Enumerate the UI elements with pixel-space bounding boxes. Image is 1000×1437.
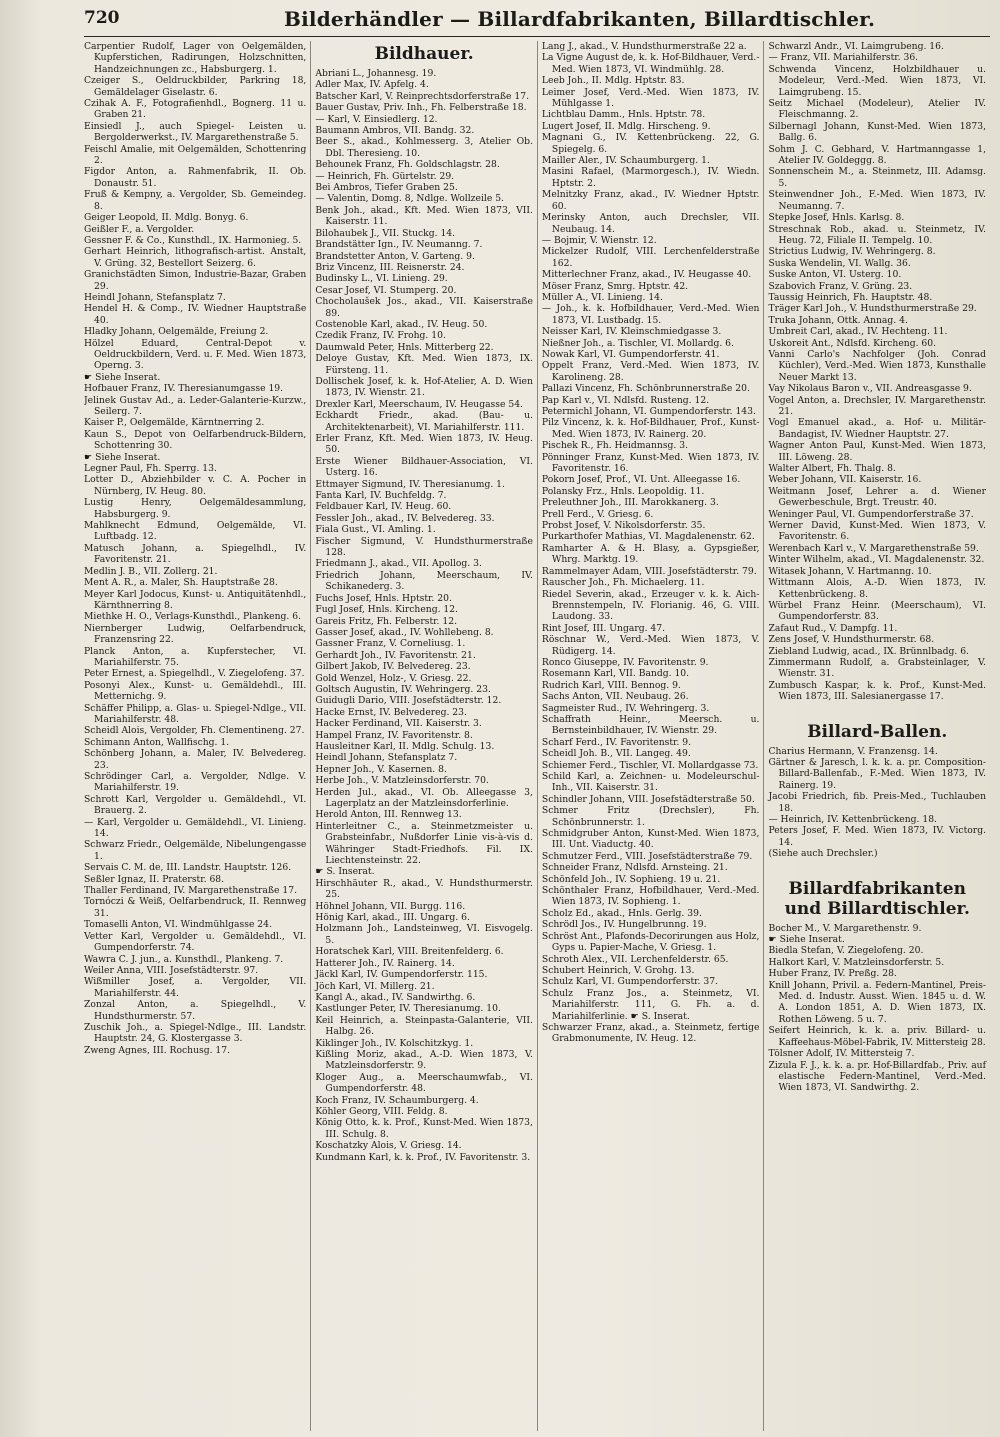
directory-entry: Purkarthofer Mathias, VI. Magdalenenstr. 62. — [541, 531, 755, 543]
directory-entry: Walter Albert, Fh. Thalg. 8. — [768, 463, 896, 475]
directory-entry: ☛ Siehe Inserat. — [84, 451, 161, 463]
directory-entry: Kaun S., Depot von Oelfarbendruck-Bildern, Schottenring 30. — [84, 428, 307, 452]
directory-entry: Weiler Anna, VIII. Josefstädterstr. 97. — [84, 964, 259, 976]
directory-entry: Rauscher Joh., Fh. Michaelerg. 11. — [541, 577, 705, 589]
directory-entry: Geiger Leopold, II. Mdlg. Bonyg. 6. — [84, 212, 249, 224]
directory-entry: Lustig Henry, Oelgemäldesammlung, Habsburgerg. 9. — [84, 497, 307, 520]
directory-entry: Taussig Heinrich, Fh. Hauptstr. 48. — [768, 291, 933, 303]
directory-entry: Czeiger S., Oeldruckbilder, Parkring 18, Gemäldelager Giselastr. 6. — [84, 75, 307, 98]
directory-entry: König Otto, k. k. Prof., Kunst-Med. Wien 1873, III. Schulg. 8. — [315, 1117, 533, 1140]
directory-entry: Rammelmayer Adam, VIII. Josefstädterstr. 79. — [541, 565, 757, 577]
directory-entry: Möser Franz, Smrg. Hptstr. 42. — [541, 280, 689, 292]
directory-entry: — Heinrich, IV. Kettenbrückeng. 18. — [768, 814, 937, 825]
directory-entry: Zizula F. J., k. k. a. pr. Hof-Billardfab., Priv. auf elastische Federn-Mantinel, Verd.-Med. Wien 1873, VI. Sandwirthg. 2. — [768, 1059, 986, 1094]
directory-entry: Leeb Joh., II. Mdlg. Hptstr. 83. — [541, 75, 685, 87]
directory-entry: Oppelt Franz, Verd.-Med. Wien 1873, IV. Karolineng. 28. — [541, 360, 760, 383]
directory-entry: Batscher Karl, V. Reinprechtsdorferstraße 17. — [315, 90, 529, 102]
directory-entry: Zweng Agnes, III. Rochusg. 17. — [84, 1044, 231, 1056]
directory-entry: Köhler Georg, VIII. Feldg. 8. — [315, 1105, 448, 1117]
directory-entry: Hepner Joh., V. Kasernen. 8. — [315, 763, 447, 775]
directory-entry: Zens Josef, V. Hundsthurmerstr. 68. — [768, 634, 935, 646]
directory-entry: ☛ S. Inserat. — [315, 866, 375, 878]
directory-entry: Melnitzky Franz, akad., IV. Wiedner Hptstr. 60. — [541, 189, 760, 212]
directory-entry: Sohm J. C. Gebhard, V. Hartmanngasse 1, Atelier IV. Goldeggg. 8. — [768, 143, 986, 167]
directory-entry: Halkort Karl, V. Matzleinsdorferstr. 5. — [768, 956, 945, 968]
directory-entry: Lang J., akad., V. Hundsthurmerstraße 22 a. — [541, 41, 747, 52]
directory-entry: Bilohaubek J., VII. Stuckg. 14. — [315, 227, 456, 239]
directory-entry: Gassner Franz, V. Corneliusg. 1. — [315, 638, 466, 650]
directory-entry: — Valentin, Domg. 8, Ndlge. Wollzeile 5. — [315, 193, 504, 205]
directory-entry: Gessner F. & Co., Kunsthdl., IX. Harmonieg. 5. — [84, 234, 302, 246]
directory-entry: Hacker Ferdinand, VII. Kaiserstr. 3. — [315, 718, 482, 730]
directory-entry: Brandstetter Anton, V. Garteng. 9. — [315, 250, 475, 262]
directory-entry: Jacobi Friedrich, fib. Preis-Med., Tuchlauben 18. — [768, 791, 986, 814]
directory-entry: Schrott Karl, Vergolder u. Gemäldehdl., VI. Brauerg. 2. — [84, 793, 307, 817]
directory-entry: Holzmann Joh., Landsteinweg, VI. Eisvogelg. 5. — [315, 923, 533, 946]
directory-entry: Schönfeld Joh., IV. Sophieng. 19 u. 21. — [541, 873, 721, 885]
directory-entry: Sonnenschein M., a. Steinmetz, III. Adamsg. 5. — [768, 166, 986, 189]
directory-entry: Hölzel Eduard, Central-Depot v. Oeldruckbildern, Verd. u. F. Med. Wien 1873, Operng. 3. — [84, 337, 307, 372]
directory-entry: Riedel Severin, akad., Erzeuger v. k. k. Aich-Brennstempeln, IV. Florianig. 46, G. VIII. Laudong. 33. — [541, 588, 760, 623]
directory-entry: (Siehe auch Drechsler.) — [768, 848, 878, 860]
directory-entry: Fessler Joh., akad., IV. Belvedereg. 33. — [315, 512, 495, 524]
directory-entry: Prell Ferd., V. Griesg. 6. — [541, 508, 654, 520]
directory-entry: Koschatzky Alois, V. Griesg. 14. — [315, 1140, 462, 1152]
directory-entry: Bocher M., V. Margarethenstr. 9. — [768, 922, 922, 934]
directory-entry: Kastlunger Peter, IV. Theresianumg. 10. — [315, 1003, 501, 1015]
directory-entry: Dollischek Josef, k. k. Hof-Atelier, A. D. Wien 1873, IV. Wienstr. 21. — [315, 375, 533, 399]
directory-entry: Wittmann Alois, A.-D. Wien 1873, IV. Kettenbrückeng. 8. — [768, 577, 986, 600]
directory-entry: Drexler Karl, Meerschaum, IV. Heugasse 54. — [315, 398, 523, 410]
directory-entry: Daumwald Peter, Hnls. Mitterberg 22. — [315, 341, 494, 353]
directory-entry: Herold Anton, III. Rennweg 13. — [315, 809, 462, 821]
directory-entry: Figdor Anton, a. Rahmenfabrik, II. Ob. Donaustr. 51. — [84, 166, 307, 189]
directory-entry: Huber Franz, IV. Preßg. 28. — [768, 968, 897, 980]
directory-entry: Müller A., VI. Linieng. 14. — [541, 291, 663, 303]
directory-entry: Schäffer Philipp, a. Glas- u. Spiegel-Ndlge., VII. Mariahilferstr. 48. — [84, 702, 307, 725]
directory-entry: Schwarzl Andr., VI. Laimgrubeng. 16. — [768, 41, 944, 52]
directory-entry: Schiemer Ferd., Tischler, VI. Mollardgasse 73. — [541, 759, 759, 771]
directory-entry: Zafaut Rud., V. Dampfg. 11. — [768, 622, 898, 634]
directory-entry: Uskoreit Ant., Ndlsfd. Kircheng. 60. — [768, 337, 937, 349]
directory-entry: Mahlknecht Edmund, Oelgemälde, VI. Luftbadg. 12. — [84, 520, 307, 543]
directory-entry: Jäckl Karl, IV. Gumpendorferstr. 115. — [315, 969, 488, 981]
directory-entry: Kundmann Karl, k. k. Prof., IV. Favoritenstr. 3. — [315, 1151, 531, 1163]
directory-entry: — Bojmir, V. Wienstr. 12. — [541, 234, 657, 246]
directory-entry: Granichstädten Simon, Industrie-Bazar, Graben 29. — [84, 269, 307, 292]
directory-entry: Seßler Ignaz, II. Praterstr. 68. — [84, 873, 225, 885]
directory-entry: Lugert Josef, II. Mdlg. Hirscheng. 9. — [541, 120, 711, 132]
directory-entry: Costenoble Karl, akad., IV. Heug. 50. — [315, 318, 488, 330]
directory-entry: Scheidl Joh. B., VII. Langeg. 49. — [541, 748, 691, 760]
directory-entry: Weitmann Josef, Lehrer a. d. Wiener Gewerbeschule, Brgt. Treustr. 40. — [768, 485, 986, 509]
directory-entry: Erste Wiener Bildhauer-Association, VI. Usterg. 16. — [315, 455, 533, 479]
directory-entry: Szabovich Franz, V. Grüng. 23. — [768, 280, 913, 292]
directory-entry: Probst Josef, V. Nikolsdorferstr. 35. — [541, 520, 706, 532]
directory-entry: Vetter Karl, Vergolder u. Gemäldehdl., VI. Gumpendorferstr. 74. — [84, 930, 307, 954]
directory-entry: Carpentier Rudolf, Lager von Oelgemälden, Kupferstichen, Radirungen, Holzschnitten, Handzeichnungen zc., Habsburgerg. 1. — [84, 41, 307, 75]
directory-entry: Keil Heinrich, a. Steinpasta-Galanterie, VII. Halbg. 26. — [315, 1014, 533, 1038]
directory-entry: Scharf Ferd., IV. Favoritenstr. 9. — [541, 736, 692, 748]
directory-entry: Schwarz Friedr., Oelgemälde, Nibelungengasse 1. — [84, 839, 307, 862]
directory-entry: Tomaselli Anton, VI. Windmühlgasse 24. — [84, 919, 272, 931]
directory-entry: Medlin J. B., VII. Zollerg. 21. — [84, 565, 218, 577]
directory-entry: Legner Paul, Fh. Sperrg. 13. — [84, 463, 217, 475]
directory-entry: Herbe Joh., V. Matzleinsdorferstr. 70. — [315, 775, 489, 787]
directory-entry: Sagmeister Rud., IV. Wehringerg. 3. — [541, 702, 710, 714]
directory-entry: Vay Nikolaus Baron v., VII. Andreasgasse 9. — [768, 383, 972, 395]
directory-entry: Hladky Johann, Oelgemälde, Freiung 2. — [84, 326, 269, 338]
directory-entry: Steinwendner Joh., F.-Med. Wien 1873, IV. Neumanng. 7. — [768, 189, 986, 212]
directory-entry: Adler Max, IV. Apfelg. 4. — [315, 79, 429, 91]
directory-entry: Brandstätter Ign., IV. Neumanng. 7. — [315, 239, 483, 251]
directory-entry: Ment A. R., a. Maler, Sh. Hauptstraße 28. — [84, 577, 278, 589]
directory-entry: Schild Karl, a. Zeichnen- u. Modeleurschul-Inh., VII. Kaiserstr. 31. — [541, 771, 760, 794]
directory-entry: Sachs Anton, VII. Neubaug. 26. — [541, 691, 689, 703]
directory-entry: La Vigne August de, k. k. Hof-Bildhauer, Verd.-Med. Wien 1873, VI. Windmühlg. 28. — [541, 52, 760, 75]
page-title: Bilderhändler — Billardfabrikanten, Billardtischler. — [284, 7, 876, 31]
directory-entry: Baumann Ambros, VII. Bandg. 32. — [315, 125, 475, 137]
directory-entry: Schulz Karl, VI. Gumpendorferstr. 37. — [541, 976, 718, 988]
directory-entry: Thaller Ferdinand, IV. Margarethenstraße 17. — [84, 885, 298, 897]
section-heading-billard-ballen: Billard-Ballen. — [807, 721, 948, 742]
directory-entry: Ronco Giuseppe, IV. Favoritenstr. 9. — [541, 656, 709, 668]
directory-entry: Neisser Karl, IV. Kleinschmiedgasse 3. — [541, 326, 722, 338]
directory-entry: Suska Wendelin, VI. Wallg. 36. — [768, 257, 911, 269]
directory-entry: Pokorn Josef, Prof., VI. Unt. Alleegasse 16. — [541, 474, 741, 486]
directory-entry: Horatschek Karl, VIII. Breitenfelderg. 6. — [315, 946, 504, 958]
directory-entry: Czihak A. F., Fotografienhdl., Bognerg. 11 u. Graben 21. — [84, 98, 307, 121]
billard-ballen-list — [768, 746, 986, 860]
directory-entry: Heindl Johann, Stefansplatz 7. — [315, 752, 458, 764]
directory-entry: Guidugli Dario, VIII. Josefstädterstr. 12. — [315, 695, 502, 707]
directory-entry: — Joh., k. k. Hofbildhauer, Verd.-Med. Wien 1873, VI. Lustbadg. 15. — [541, 303, 760, 326]
directory-entry: Hönig Karl, akad., III. Ungarg. 6. — [315, 912, 470, 924]
directory-entry: Herden Jul., akad., VI. Ob. Alleegasse 3, Lagerplatz an der Matzleinsdorferlinie. — [315, 786, 533, 809]
directory-entry: Rosemann Karl, VII. Bandg. 10. — [541, 668, 690, 680]
directory-entry: Truka Johann, Ottk. Annag. 4. — [768, 314, 908, 326]
directory-entry: Knill Johann, Privil. a. Federn-Mantinel, Preis-Med. d. Industr. Ausst. Wien. 1845 u. d. W. A. London 1851, A. D. Wien 1873, IX. Rothen Löweng. 5 u. 7. — [768, 979, 986, 1025]
directory-entry: Schwarzer Franz, akad., a. Steinmetz, fertige Grabmonumente, IV. Heug. 12. — [541, 1021, 760, 1045]
directory-entry: Ziebland Ludwig, acad., IX. Brünnlbadg. 6. — [768, 645, 969, 657]
directory-entry: Werenbach Karl v., V. Margarethenstraße 59. — [768, 542, 979, 554]
directory-entry: Hirschhäuter R., akad., V. Hundsthurmerstr. 25. — [315, 877, 533, 901]
directory-entry: Cesar Josef, VI. Stumperg. 20. — [315, 284, 457, 296]
directory-entry: Fischer Sigmund, V. Hundsthurmerstraße 128. — [315, 535, 533, 559]
directory-entry: Tölsner Adolf, IV. Mittersteig 7. — [768, 1048, 915, 1060]
directory-entry: ☛ Siehe Inserat. — [84, 371, 161, 383]
directory-entry: Schmutzer Ferd., VIII. Josefstädterstraße 79. — [541, 850, 753, 862]
directory-entry: Träger Karl Joh., V. Hundsthurmerstraße 29. — [768, 303, 977, 315]
directory-entry: Mitterlechner Franz, akad., IV. Heugasse 40. — [541, 269, 752, 281]
directory-entry: Charius Hermann, V. Franzensg. 14. — [768, 745, 938, 757]
directory-entry: Nießner Joh., a. Tischler, VI. Mollardg. 6. — [541, 337, 734, 349]
directory-entry: Hofbauer Franz, IV. Theresianumgasse 19. — [84, 383, 284, 395]
section-heading-bildhauer: Bildhauer. — [374, 44, 474, 64]
directory-entry: Kangl A., akad., IV. Sandwirthg. 6. — [315, 991, 476, 1003]
directory-entry: Suske Anton, VI. Usterg. 10. — [768, 269, 902, 281]
directory-entry: Fiala Gust., VI. Amling. 1. — [315, 524, 436, 536]
directory-entry: Goltsch Augustin, IV. Wehringerg. 23. — [315, 683, 491, 695]
directory-entry: Servais C. M. de, III. Landstr. Hauptstr. 126. — [84, 862, 292, 874]
directory-entry: Schroth Alex., VII. Lerchenfelderstr. 65. — [541, 953, 729, 965]
directory-entry: Matusch Johann, a. Spiegelhdl., IV. Favoritenstr. 21. — [84, 542, 307, 566]
directory-entry: Koch Franz, IV. Schaumburgerg. 4. — [315, 1094, 479, 1106]
directory-entry: Schröst Ant., Plafonds-Decorirungen aus Holz, Gyps u. Papier-Mache, V. Griesg. 1. — [541, 930, 760, 954]
directory-entry: Planck Anton, a. Kupferstecher, VI. Mariahilferstr. 75. — [84, 645, 307, 668]
directory-entry: Pischek R., Fh. Heidmannsg. 3. — [541, 440, 689, 452]
directory-entry: Weber Johann, VII. Kaiserstr. 16. — [768, 474, 922, 486]
directory-entry: Seitz Michael (Modeleur), Atelier IV. Fleischmanng. 2. — [768, 98, 986, 121]
page-number: 720 — [84, 8, 120, 28]
directory-entry: Kaiser P., Oelgemälde, Kärntnerring 2. — [84, 417, 265, 429]
directory-entry: Peters Josef, F. Med. Wien 1873, IV. Victorg. 14. — [768, 825, 986, 848]
page-header — [84, 6, 990, 37]
billardfabrikanten-list — [768, 923, 986, 1094]
directory-entry: Jelinek Gustav Ad., a. Leder-Galanterie-Kurzw., Seilerg. 7. — [84, 394, 307, 417]
directory-entry: Stepke Josef, Hnls. Karlsg. 8. — [768, 212, 905, 224]
directory-entry: Vanni Carlo's Nachfolger (Joh. Conrad Küchler), Verd.-Med. Wien 1873, Kunsthalle Neuer Markt 13. — [768, 348, 986, 383]
section-heading-billardfabrikanten: Billardfabrikanten und Billardtischler. — [784, 878, 970, 919]
directory-entry: Gareis Fritz, Fh. Felberstr. 12. — [315, 615, 457, 627]
directory-entry: Polansky Frz., Hnls. Leopoldig. 11. — [541, 485, 705, 497]
directory-entry: Hausleitner Karl, II. Mdlg. Schulg. 13. — [315, 740, 495, 752]
directory-entry: Schrödinger Carl, a. Vergolder, Ndlge. V. Mariahilferstr. 19. — [84, 771, 307, 794]
directory-entry: Hinterleitner C., a. Steinmetzmeister u. Grabsteinfabr., Nußdorfer Linie vis-à-vis d. Währinger Stadt-Friedhofs. Fil. IX. Liechtensteinstr. 22. — [315, 820, 533, 867]
directory-entry: Friedrich Johann, Meerschaum, IV. Schikanederg. 3. — [315, 569, 533, 593]
directory-entry: Schönberg Johann, a. Maler, IV. Belvedereg. 23. — [84, 748, 307, 771]
directory-entry: — Franz, VII. Mariahilferstr. 36. — [768, 52, 919, 64]
directory-entry: Einsiedl J., auch Spiegel- Leisten u. Bergolderwerkst., IV. Margarethenstraße 5. — [84, 120, 307, 144]
directory-entry: Eckhardt Friedr., akad. (Bau- u. Architektenarbeit), VI. Mariahilferstr. 111. — [315, 410, 533, 433]
directory-entry: Kiklinger Joh., IV. Kolschitzkyg. 1. — [315, 1037, 474, 1049]
directory-entry: Silbernagl Johann, Kunst-Med. Wien 1873, Ballg. 6. — [768, 120, 986, 144]
directory-entry: Schmidgruber Anton, Kunst-Med. Wien 1873, III. Unt. Viaductg. 40. — [541, 828, 760, 851]
directory-entry: Beer S., akad., Kohlmesserg. 3, Atelier Ob. Dbl. Theresieng. 10. — [315, 136, 533, 159]
directory-entry: Leimer Josef, Verd.-Med. Wien 1873, IV. Mühlgasse 1. — [541, 86, 760, 110]
directory-entry: Schwenda Vincenz, Holzbildhauer u. Modeleur, Verd.-Med. Wien 1873, VI. Laimgrubeng. 15. — [768, 63, 986, 98]
directory-entry: Schönthaler Franz, Hofbildhauer, Verd.-Med. Wien 1873, IV. Sophieng. 1. — [541, 885, 760, 908]
directory-entry: ☛ Siehe Inserat. — [768, 934, 845, 946]
directory-entry: Czedik Franz, IV. Frohg. 10. — [315, 330, 446, 342]
directory-entry: Mailler Aler., IV. Schaumburgerg. 1. — [541, 155, 710, 167]
directory-entry: Schindler Johann, VIII. Josefstädterstraße 50. — [541, 793, 755, 805]
directory-entry: Scheidl Alois, Vergolder, Fh. Clementineng. 27. — [84, 725, 305, 737]
directory-entry: Werner David, Kunst-Med. Wien 1873, V. Favoritenstr. 6. — [768, 520, 986, 543]
directory-entry: Masini Rafael, (Marmorgesch.), IV. Wiedn. Hptstr. 2. — [541, 166, 760, 189]
directory-entry: Heindl Johann, Stefansplatz 7. — [84, 291, 226, 303]
directory-entry: Vogel Anton, a. Drechsler, IV. Margarethenstr. 21. — [768, 394, 986, 417]
directory-entry: Benk Joh., akad., Kft. Med. Wien 1873, VII. Kaiserstr. 11. — [315, 204, 533, 228]
directory-entry: Fruß & Kempny, a. Vergolder, Sb. Gemeindeg. 8. — [84, 189, 307, 212]
directory-entry: Meyer Karl Jodocus, Kunst- u. Antiquitätenhdl., Kärnthnerring 8. — [84, 588, 307, 611]
directory-entry: Mickelzer Rudolf, VIII. Lerchenfelderstraße 162. — [541, 246, 760, 269]
directory-entry: Zuschik Joh., a. Spiegel-Ndlge., III. Landstr. Hauptstr. 24, G. Klostergasse 3. — [84, 1021, 307, 1045]
directory-entry: Winter Wilhelm, akad., VI. Magdalenenstr. 32. — [768, 554, 985, 566]
directory-entry: Behounek Franz, Fh. Goldschlagstr. 28. — [315, 159, 500, 171]
directory-entry: Bei Ambros, Tiefer Graben 25. — [315, 182, 458, 194]
directory-entry: Gerhardt Joh., IV. Favoritenstr. 21. — [315, 649, 476, 661]
directory-entry: Rudrich Karl, VIII. Bennog. 9. — [541, 679, 681, 691]
bildhauer-continued-list — [768, 41, 986, 703]
directory-entry: Gerhart Heinrich, lithografisch-artist. Anstalt, V. Grüng. 32, Bestellort Seizerg. 6. — [84, 246, 307, 269]
section-gap — [768, 703, 986, 719]
directory-entry: Hatterer Joh., IV. Rainerg. 14. — [315, 957, 455, 969]
directory-entry: Kloger Aug., a. Meerschaumwfab., VI. Gumpendorferstr. 48. — [315, 1071, 533, 1095]
section-gap — [768, 860, 986, 876]
directory-entry: Fuchs Josef, Hnls. Hptstr. 20. — [315, 592, 452, 604]
directory-entry: Gold Wenzel, Holz-, V. Griesg. 22. — [315, 672, 472, 684]
directory-entry: Höhnel Johann, VII. Burgg. 116. — [315, 900, 466, 912]
directory-entry: Nowak Karl, VI. Gumpendorferstr. 41. — [541, 348, 720, 360]
directory-entry: Jöch Karl, VI. Millerg. 21. — [315, 980, 435, 992]
directory-entry: — Heinrich, Fh. Gürtelstr. 29. — [315, 170, 455, 182]
directory-entry: Strictius Ludwig, IV. Wehringerg. 8. — [768, 246, 936, 258]
directory-entry: Ramharter A. & H. Blasy, a. Gypsgießer, Whrg. Marktg. 19. — [541, 542, 760, 566]
directory-entry: Biedla Stefan, V. Ziegelofeng. 20. — [768, 945, 924, 957]
directory-entry: Pilz Vincenz, k. k. Hof-Bildhauer, Prof., Kunst-Med. Wien 1873, IV. Rainerg. 20. — [541, 417, 760, 440]
directory-entry: Peter Ernest, a. Spiegelhdl., V. Ziegelofeng. 37. — [84, 668, 305, 680]
directory-entry: Hendel H. & Comp., IV. Wiedner Hauptstraße 40. — [84, 303, 307, 326]
directory-entry: Hacke Ernst, IV. Belvedereg. 23. — [315, 706, 467, 718]
directory-entry: Schneider Franz, Ndlsfd. Arnsteing. 21. — [541, 862, 728, 874]
directory-entry: Schubert Heinrich, V. Grohg. 13. — [541, 964, 695, 976]
directory-entry: Kißling Moriz, akad., A.-D. Wien 1873, V. Matzleinsdorferstr. 9. — [315, 1048, 533, 1072]
directory-entry: Pallazi Vincenz, Fh. Schönbrunnerstraße 20. — [541, 383, 750, 395]
directory-entry: Wawra C. J. jun., a. Kunsthdl., Plankeng. 7. — [84, 953, 284, 965]
directory-entry: Fanta Karl, IV. Buchfeldg. 7. — [315, 490, 447, 502]
directory-entry: Vogl Emanuel akad., a. Hof- u. Militär-Bandagist, IV. Wiedner Hauptstr. 27. — [768, 417, 986, 440]
directory-entry: Bauer Gustav, Priv. Inh., Fh. Felberstraße 18. — [315, 102, 527, 114]
directory-entry: Niernberger Ludwig, Oelfarbendruck, Franzensring 22. — [84, 622, 307, 646]
directory-entry: Magnani G., IV. Kettenbrückeng. 22, G. Spiegelg. 6. — [541, 132, 760, 155]
directory-entry: Pap Karl v., VI. Ndlsfd. Rusteng. 12. — [541, 394, 710, 406]
directory-entry: Schrödl Jos., IV. Hungelbrunng. 19. — [541, 919, 707, 931]
directory-entry: Schaffrath Heinr., Meersch. u. Bernsteinbildhauer, IV. Wienstr. 29. — [541, 713, 760, 737]
directory-entry: Tornóczi & Weiß, Oelfarbendruck, II. Rennweg 31. — [84, 896, 307, 919]
directory-entry: Lichtblau Damm., Hnls. Hptstr. 78. — [541, 109, 706, 121]
directory-entry: Erler Franz, Kft. Med. Wien 1873, IV. Heug. 50. — [315, 433, 533, 456]
directory-entry: Schimann Anton, Wallfischg. 1. — [84, 736, 230, 748]
directory-entry: Friedmann J., akad., VII. Apollog. 3. — [315, 558, 482, 570]
directory-entry: Lotter D., Abziehbilder v. C. A. Pocher in Nürnberg, IV. Heug. 80. — [84, 474, 307, 497]
directory-entry: Feischl Amalie, mit Oelgemälden, Schottenring 2. — [84, 143, 307, 167]
directory-entry: Weninger Paul, VI. Gumpendorferstraße 37. — [768, 508, 974, 520]
column-bildhauer-continued — [537, 41, 764, 1431]
columns — [84, 41, 990, 1431]
directory-entry: Pönninger Franz, Kunst-Med. Wien 1873, IV. Favoritenstr. 16. — [541, 451, 760, 475]
directory-entry: Briz Vincenz, III. Reisnerstr. 24. — [315, 261, 465, 273]
directory-entry: Scholz Ed., akad., Hnls. Gerlg. 39. — [541, 907, 702, 919]
directory-entry: Preleuthner Joh., III. Marokkanerg. 3. — [541, 497, 719, 509]
directory-entry: Feldbauer Karl, IV. Heug. 60. — [315, 501, 452, 513]
directory-entry: Fugl Josef, Hnls. Kircheng. 12. — [315, 604, 459, 616]
directory-entry: Abriani L., Johannesg. 19. — [315, 68, 437, 79]
directory-entry: Gilbert Jakob, IV. Belvedereg. 23. — [315, 661, 471, 673]
directory-entry: — Karl, V. Einsiedlerg. 12. — [315, 113, 438, 125]
directory-entry: Schmer Fritz (Drechsler), Fh. Schönbrunnerstr. 1. — [541, 805, 760, 828]
directory-entry: Streschnak Rob., akad. u. Steinmetz, IV. Heug. 72, Filiale II. Tempelg. 10. — [768, 223, 986, 246]
directory-entry: Petermichl Johann, VI. Gumpendorferstr. 143. — [541, 406, 756, 417]
directory-entry: Umbreit Carl, akad., IV. Hechteng. 11. — [768, 326, 948, 338]
directory-entry: Gasser Josef, akad., IV. Wohllebeng. 8. — [315, 626, 494, 638]
directory-entry: Wagner Anton Paul, Kunst-Med. Wien 1873, III. Löweng. 28. — [768, 440, 986, 463]
directory-entry: Merinsky Anton, auch Drechsler, VII. Neubaug. 14. — [541, 212, 760, 235]
directory-entry: Budinsky L., VI. Linieng. 29. — [315, 273, 448, 285]
column-billard — [763, 41, 990, 1431]
directory-entry: Zonzal Anton, a. Spiegelhdl., V. Hundsthurmerstr. 57. — [84, 999, 307, 1022]
directory-entry: Ettmayer Sigmund, IV. Theresianumg. 1. — [315, 478, 505, 490]
directory-entry: Seifert Heinrich, k. k. a. priv. Billard- u. Kaffeehaus-Möbel-Fabrik, IV. Mittersteig 28. — [768, 1025, 986, 1048]
directory-entry: Witasek Johann, V. Hartmanng. 10. — [768, 565, 932, 577]
directory-entry: — Karl, Vergolder u. Gemäldehdl., VI. Linieng. 14. — [84, 816, 307, 840]
directory-entry: Zumbusch Kaspar, k. k. Prof., Kunst-Med. Wien 1873, III. Salesianergasse 17. — [768, 679, 986, 703]
directory-entry: Chocholaušek Jos., akad., VII. Kaiserstraße 89. — [315, 296, 533, 319]
directory-entry: Wißmiller Josef, a. Vergolder, VII. Mariahilferstr. 44. — [84, 976, 307, 999]
directory-entry: Miethke H. O., Verlags-Kunsthdl., Plankeng. 6. — [84, 611, 301, 623]
directory-entry: Schulz Franz Jos., a. Steinmetz, VI. Mariahilferstr. 111, G. Fh. a. d. Mariahilferlinie. ☛ S. Inserat. — [541, 987, 760, 1022]
directory-entry: Deloye Gustav, Kft. Med. Wien 1873, IX. Fürsteng. 11. — [315, 353, 533, 376]
directory-entry: Gärtner & Jaresch, l. k. k. a. pr. Composition-Billard-Ballenfab., F.-Med. Wien 1873, IV. Rainerg. 19. — [768, 756, 986, 791]
column-bildhauer — [310, 41, 537, 1431]
directory-entry: Zimmermann Rudolf, a. Grabsteinlager, V. Wienstr. 31. — [768, 656, 986, 680]
directory-entry: Würbel Franz Heinr. (Meerschaum), VI. Gumpendorferstr. 83. — [768, 599, 986, 623]
directory-entry: Hampel Franz, IV. Favoritenstr. 8. — [315, 729, 473, 741]
directory-entry: Röschnar W., Verd.-Med. Wien 1873, V. Rüdigerg. 14. — [541, 634, 760, 657]
directory-entry: Geißler F., a. Vergolder. — [84, 223, 195, 235]
directory-entry: Posonyi Alex., Kunst- u. Gemäldehdl., III. Metternichg. 9. — [84, 679, 307, 703]
directory-entry: Rint Josef, III. Ungarg. 47. — [541, 622, 666, 634]
column-bilderhaendler — [84, 41, 310, 1431]
